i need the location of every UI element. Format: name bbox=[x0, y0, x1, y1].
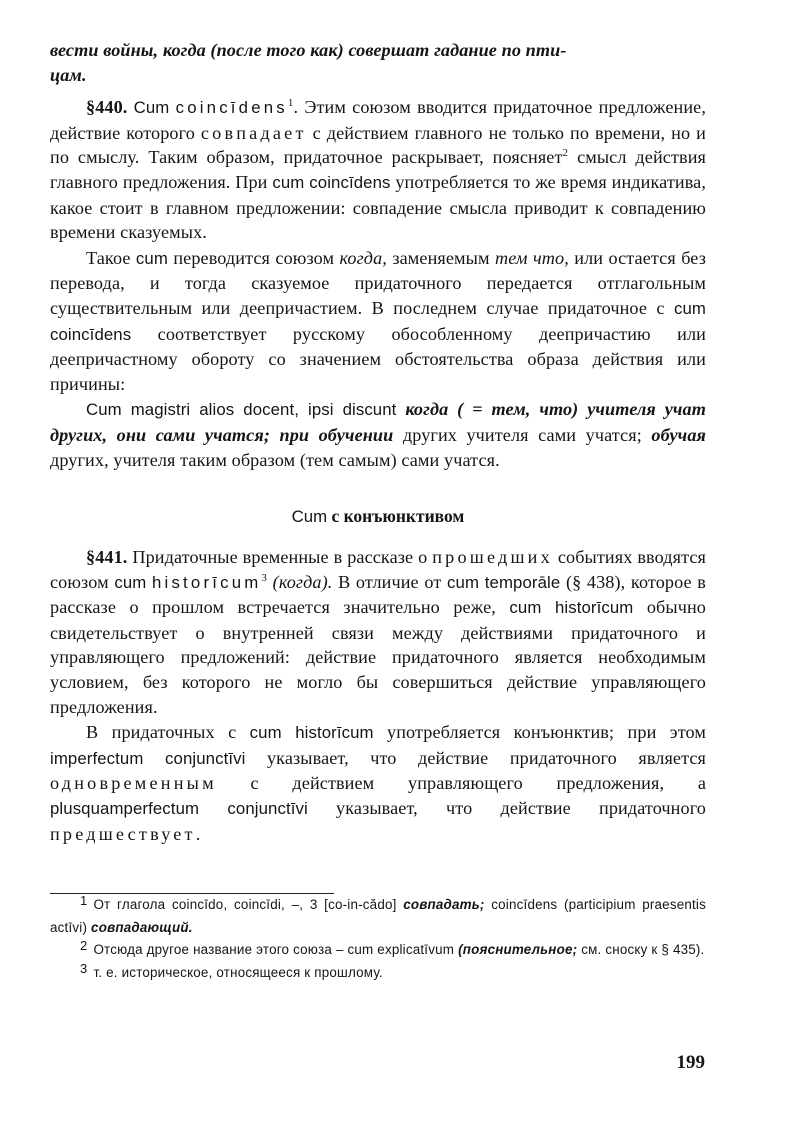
text: см. сноску к § 435). bbox=[581, 942, 705, 958]
text: В отличие от bbox=[338, 571, 442, 592]
text: . Этим союзом вводится придаточное предложение, действие которого bbox=[50, 97, 706, 143]
top-text bbox=[50, 38, 706, 87]
text: (§ 438), которое в рассказе о прошлом встречается значительно реже, bbox=[50, 571, 706, 618]
text: переводится союзом bbox=[173, 247, 335, 268]
text: других, учителя таким образом (тем самым) сами учатся. bbox=[50, 449, 500, 470]
italic-text: тем что, bbox=[494, 247, 569, 268]
italic-text: обучая bbox=[651, 424, 706, 445]
latin-term: cum temporāle bbox=[447, 572, 561, 592]
heading-text: с конъюнктивом bbox=[331, 506, 465, 527]
term-cum: Cum bbox=[133, 98, 170, 118]
text: т. е. историческое, относящееся к прошлому. bbox=[93, 964, 383, 980]
emphasis-spaced: одновременным bbox=[50, 773, 217, 794]
text: Придаточные временные в рассказе о bbox=[132, 547, 428, 568]
section-440 bbox=[50, 95, 706, 245]
footnote-3 bbox=[50, 962, 706, 985]
section-441 bbox=[50, 545, 706, 719]
text: Такое bbox=[86, 247, 131, 268]
text: смысл действия главного предложения. При bbox=[50, 147, 706, 192]
text: обычно свидетельствует о внутренней связи между действиями придаточного и управляющего предложений: действие придаточного является необходимым условием, без которого не могло бы совершиться действие управляющего предложения. bbox=[50, 597, 707, 717]
text: указывает, что действие придаточного является bbox=[266, 747, 706, 768]
italic-text: когда, bbox=[339, 247, 387, 268]
latin-example: Cum magistri alios docent, ipsi discunt bbox=[86, 400, 397, 420]
page-number: 199 bbox=[676, 1052, 705, 1073]
italic-translation: когда ( = тем, что) учителя учат других, они сами учатся; при обучении bbox=[50, 399, 706, 445]
emphasis-spaced: предшествует bbox=[50, 823, 196, 844]
latin-term: cum coincīdens bbox=[272, 172, 391, 192]
footnote-ref-3: 3 bbox=[261, 571, 268, 584]
top-line-2: цам. bbox=[50, 64, 87, 85]
text: или остается без перевода, и тогда сказуемое придаточного передается отглагольным существительным или деепричастием. В последнем случае придаточное с bbox=[50, 247, 706, 318]
latin-term: imperfectum conjunctīvi bbox=[50, 748, 246, 768]
latin-term: cum historīcum bbox=[509, 598, 634, 618]
term-coincidens: coincīdens bbox=[175, 98, 288, 118]
latin-term: cum bbox=[114, 572, 147, 592]
term-historicum: historīcum bbox=[152, 572, 262, 592]
latin-term: cum historīcum bbox=[249, 723, 374, 743]
footnote-mark: 3 bbox=[80, 960, 88, 976]
italic-text: (пояснительное; bbox=[458, 942, 578, 958]
italic-text: совпадать; bbox=[403, 897, 485, 913]
footnote-mark: 1 bbox=[80, 893, 88, 909]
footnote-1 bbox=[50, 894, 706, 939]
latin-term: cum coincīdens bbox=[50, 298, 706, 344]
text: употребляется то же время индикатива, какое стоит в главном предложении: совпадение смысла приводит к совпадению времени сказуемых. bbox=[50, 171, 706, 243]
page-content bbox=[50, 38, 706, 984]
text: От глагола coincīdo, coincīdi, –, 3 [co-in-cădo] bbox=[93, 897, 397, 913]
heading-latin: Cum bbox=[291, 507, 328, 527]
text: с действием управляющего предложения, а bbox=[250, 773, 706, 794]
top-line-1: вести войны, когда (после того как) совершат гадание по пти- bbox=[50, 40, 567, 60]
emphasis-spaced: прошедших bbox=[432, 547, 553, 568]
section-number: §440. bbox=[86, 97, 128, 118]
section-number: §441. bbox=[86, 547, 128, 568]
text: coincīdens (participium praesentis actīvi) bbox=[50, 897, 706, 935]
emphasis-spaced: совпадает bbox=[200, 122, 307, 143]
text: указывает, что действие придаточного bbox=[336, 798, 707, 819]
text: В придаточных с bbox=[86, 722, 237, 743]
section-heading bbox=[50, 506, 706, 527]
footnote-2 bbox=[50, 939, 706, 962]
italic-text: (когда). bbox=[272, 571, 333, 592]
text: употребляется конъюнктив; при этом bbox=[387, 722, 706, 743]
text: соответствует русскому обособленному деепричастию или деепричастному обороту со значением обстоятельства образа действия или причины: bbox=[50, 323, 706, 394]
latin-term: plusquamperfectum conjunctīvi bbox=[50, 799, 308, 819]
paragraph-translation bbox=[50, 246, 706, 397]
footnote-mark: 2 bbox=[80, 938, 88, 954]
text: событиях вводятся союзом bbox=[50, 547, 706, 592]
italic-text: совпадающий. bbox=[91, 919, 193, 935]
example-sentence bbox=[50, 397, 706, 472]
text: . bbox=[195, 823, 201, 844]
text: заменяемым bbox=[392, 247, 490, 268]
text: с действием главного не только по времени, но и по смыслу. Таким образом, придаточное раскрывает, поясняет bbox=[50, 122, 707, 168]
footnote-ref-1: 1 bbox=[287, 97, 294, 110]
footnotes bbox=[50, 894, 706, 984]
footnote-ref-2: 2 bbox=[562, 147, 569, 160]
text: Отсюда другое название этого союза – cum explicatīvum bbox=[93, 942, 455, 958]
latin-term: cum bbox=[135, 248, 168, 268]
text: других учителя сами учатся; bbox=[402, 424, 642, 445]
paragraph-conjunctive bbox=[50, 720, 706, 846]
